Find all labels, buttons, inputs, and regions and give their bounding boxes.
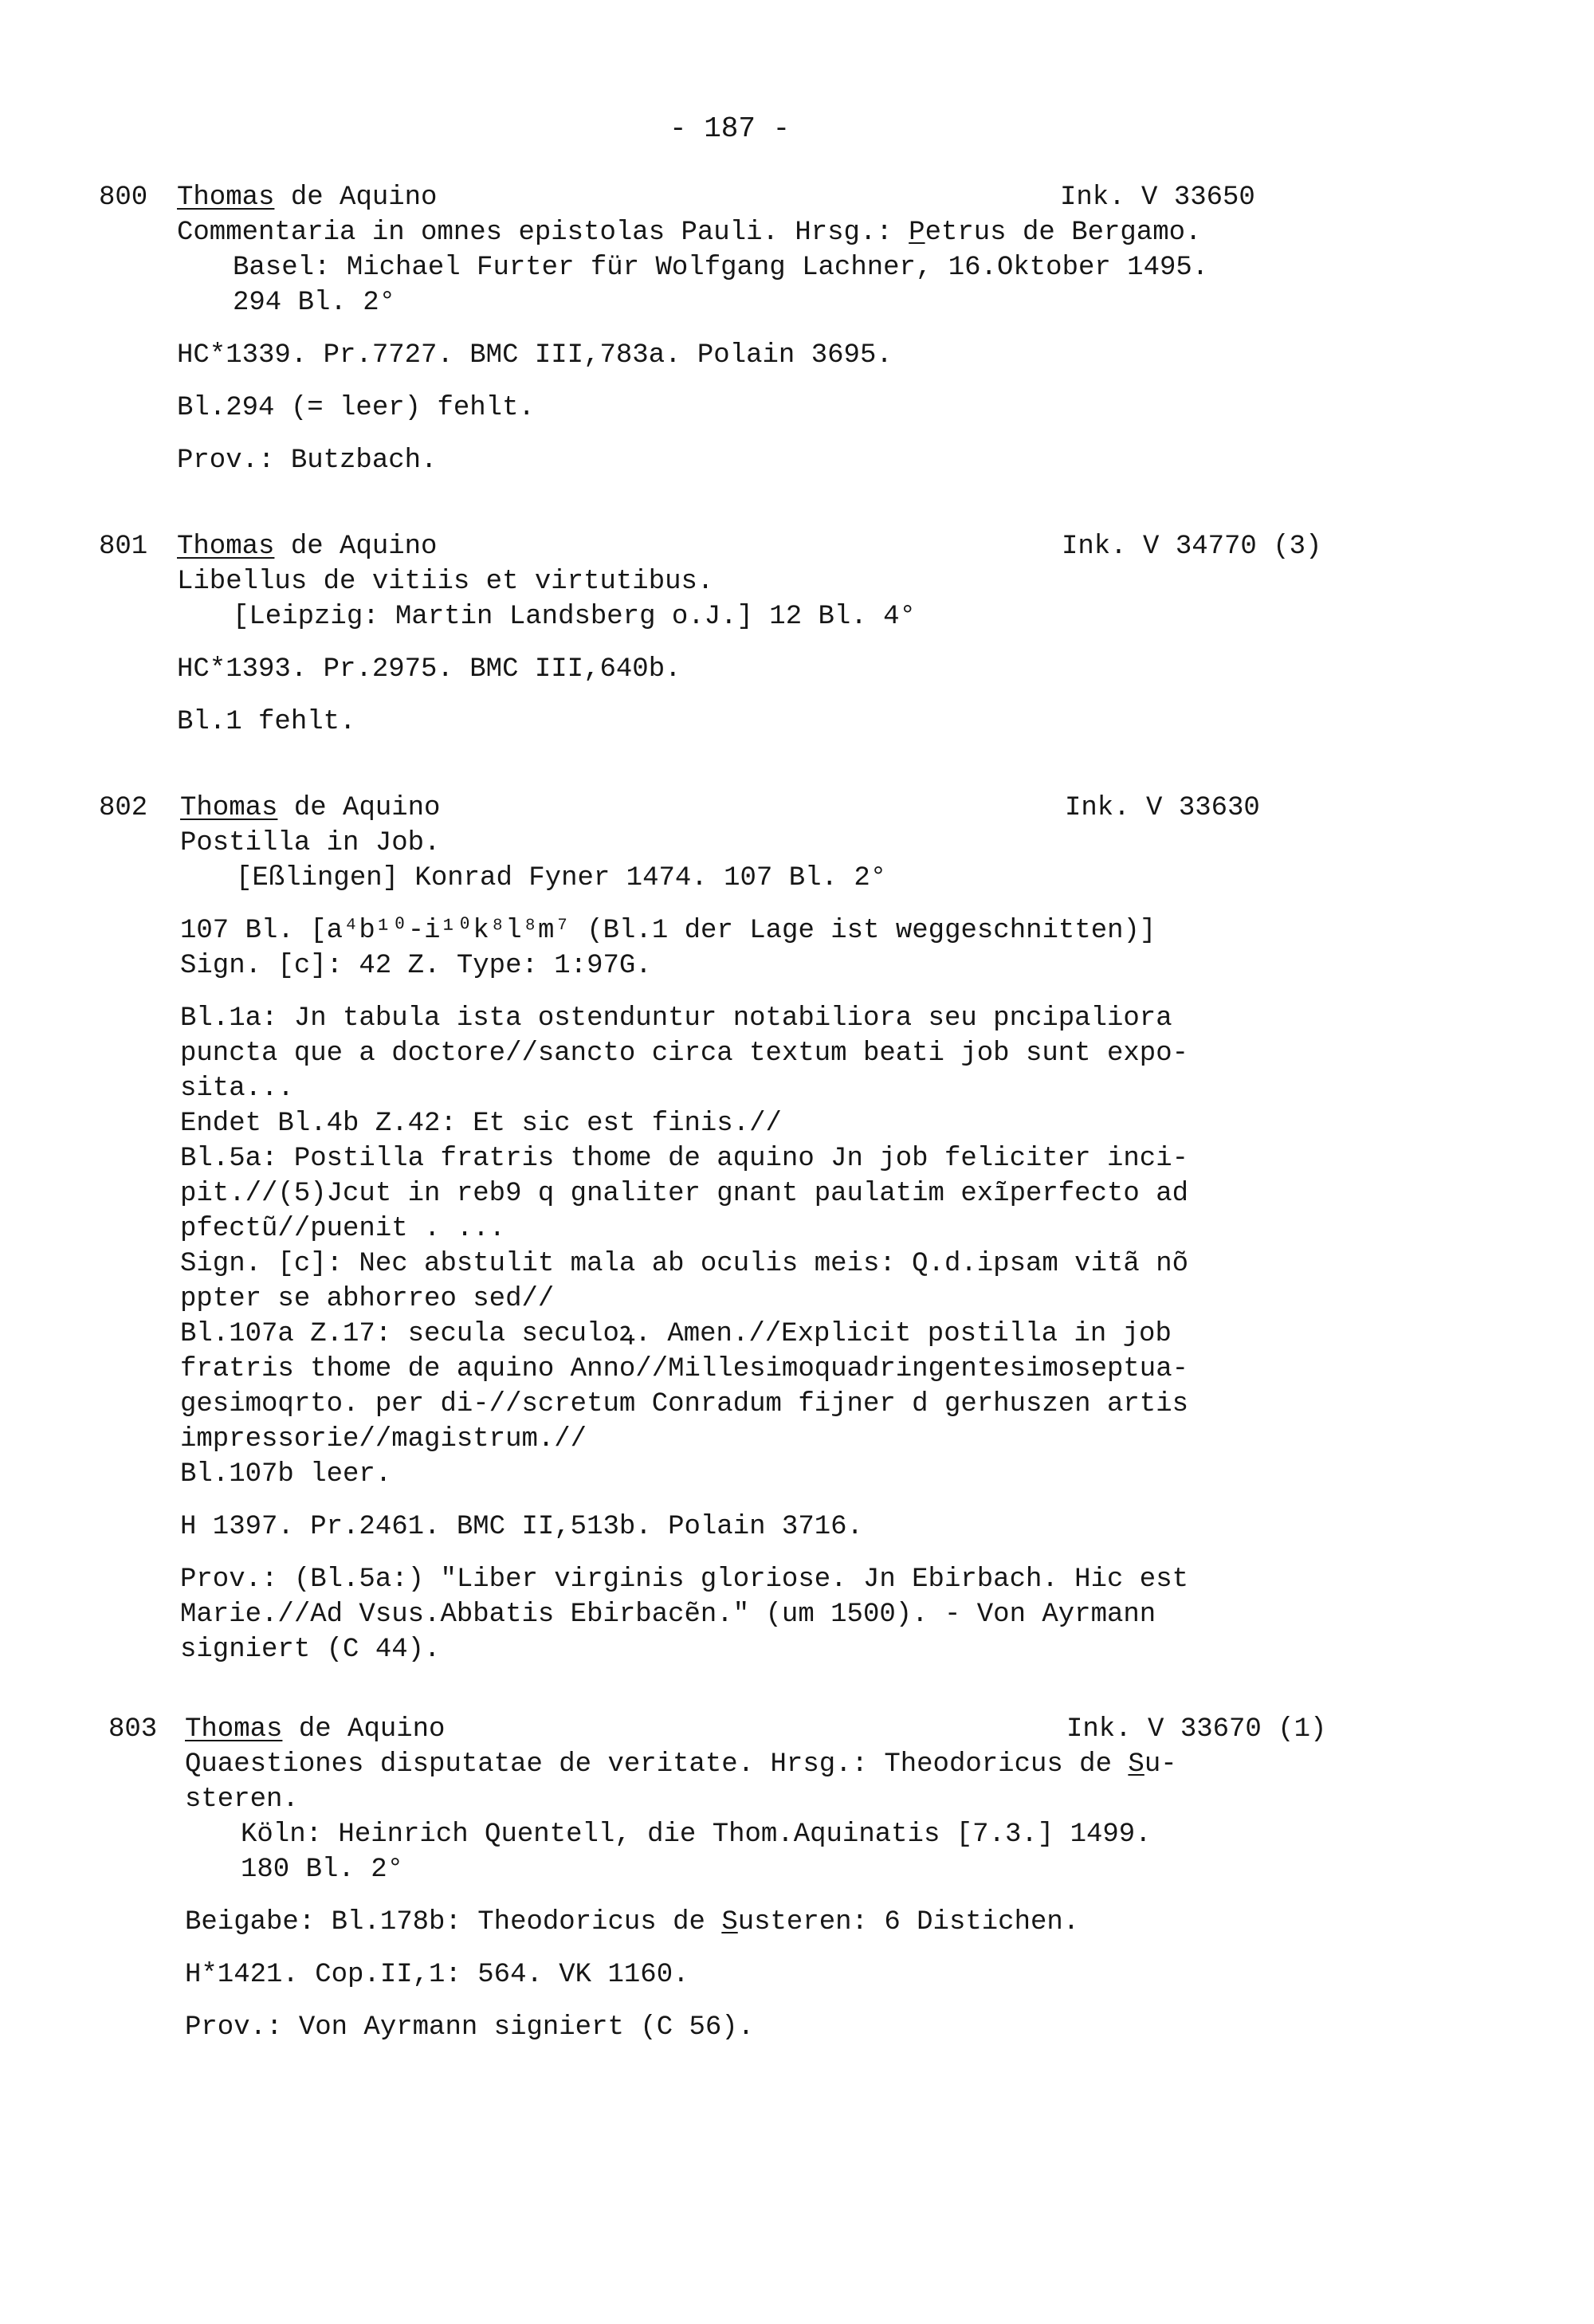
shelfmark: Ink. V 33670 (1) (1066, 1714, 1327, 1745)
signature-text-line: ppter se abhorreo sed// (180, 1284, 555, 1314)
author-line (177, 529, 1388, 564)
colophon-line: fratris thome de aquino Anno//Millesimoquadringentesimoseptua- (180, 1354, 1189, 1384)
author-line (180, 791, 1392, 826)
explicit-line: Endet Bl.4b Z.42: Et sic est finis.// (180, 1109, 782, 1139)
entry-body (177, 529, 1388, 740)
reference-line: H*1421. Cop.II,1: 564. VK 1160. (185, 1960, 689, 1990)
incipit-line: Bl.5a: Postilla fratris thome de aquino Jn job feliciter inci- (180, 1144, 1189, 1174)
colophon-line: Bl.107a Z.17: secula seculoꝝ. Amen.//Explicit postilla in job (180, 1319, 1172, 1349)
collation-line: 294 Bl. 2° (233, 288, 396, 318)
signature-line: Sign. [c]: 42 Z. Type: 1:97G. (180, 951, 652, 981)
provenance-line: Prov.: Butzbach. (177, 446, 438, 476)
provenance-line: Marie.//Ad Vsus.Abbatis Ebirbacẽn." (um 1500). - Von Ayrmann (180, 1600, 1156, 1630)
entry-number: 802 (99, 793, 148, 823)
entry-body (177, 180, 1388, 478)
imprint-line: Basel: Michael Furter für Wolfgang Lachner, 16.Oktober 1495. (233, 253, 1209, 283)
author-name: Thomas (180, 793, 278, 823)
title-line: steren. (185, 1784, 299, 1815)
reference-line: H 1397. Pr.2461. BMC II,513b. Polain 3716. (180, 1512, 863, 1542)
shelfmark: Ink. V 33630 (1065, 793, 1260, 823)
supplement-line: Beigabe: Bl.178b: Theodoricus de Susteren: 6 Distichen. (185, 1907, 1080, 1937)
title-line: Commentaria in omnes epistolas Pauli. Hrsg.: Petrus de Bergamo. (177, 218, 1202, 248)
collation-line: 107 Bl. [a⁴b¹⁰-i¹⁰k⁸l⁸m⁷ (Bl.1 der Lage ist weggeschnitten)] (180, 916, 1156, 946)
author-rest: de Aquino (293, 793, 441, 823)
entry-number: 800 (99, 183, 148, 213)
entry-number: 803 (108, 1714, 158, 1745)
provenance-line: Prov.: (Bl.5a:) "Liber virginis gloriose. Jn Ebirbach. Hic est (180, 1564, 1189, 1595)
author-name: Thomas (177, 532, 275, 562)
shelfmark: Ink. V 33650 (1060, 183, 1255, 213)
imprint-line: [Eßlingen] Konrad Fyner 1474. 107 Bl. 2° (236, 863, 887, 893)
author-line (177, 180, 1388, 215)
author-rest: de Aquino (290, 183, 438, 213)
incipit-line: pfectũ//puenit . ... (180, 1214, 506, 1244)
incipit-line: pit.//(5)Jcut in reb9 q gnaliter gnant paulatim exĩperfecto ad (180, 1179, 1189, 1209)
author-rest: de Aquino (290, 532, 438, 562)
colophon-line: impressorie//magistrum.// (180, 1424, 587, 1454)
note-line: Bl.1 fehlt. (177, 707, 356, 737)
colophon-line: gesimoqrto. per di-//scretum Conradum fijner d gerhuszen artis (180, 1389, 1189, 1419)
imprint-line: Köln: Heinrich Quentell, die Thom.Aquinatis [7.3.] 1499. (241, 1820, 1152, 1850)
provenance-line: Prov.: Von Ayrmann signiert (C 56). (185, 2012, 755, 2043)
note-line: Bl.294 (= leer) fehlt. (177, 393, 535, 423)
author-name: Thomas (177, 183, 275, 213)
title-line: Libellus de vitiis et virtutibus. (177, 567, 714, 597)
author-line (185, 1712, 1396, 1747)
title-line: Postilla in Job. (180, 828, 441, 858)
signature-text-line: Sign. [c]: Nec abstulit mala ab oculis meis: Q.d.ipsam vitã nõ (180, 1249, 1189, 1279)
page-number: - 187 - (669, 112, 791, 145)
entry-body (185, 1712, 1396, 2045)
collation-line: 180 Bl. 2° (241, 1855, 404, 1885)
entry-body (180, 791, 1392, 1667)
shelfmark: Ink. V 34770 (3) (1062, 532, 1322, 562)
reference-line: HC*1339. Pr.7727. BMC III,783a. Polain 3695. (177, 340, 893, 371)
incipit-line: sita... (180, 1074, 294, 1104)
title-line: Quaestiones disputatae de veritate. Hrsg.: Theodoricus de Su- (185, 1749, 1177, 1780)
incipit-line: puncta que a doctore//sancto circa textum beati job sunt expo- (180, 1038, 1189, 1069)
reference-line: HC*1393. Pr.2975. BMC III,640b. (177, 654, 681, 685)
incipit-line: Bl.1a: Jn tabula ista ostenduntur notabiliora seu pncipaliora (180, 1003, 1172, 1034)
author-rest: de Aquino (298, 1714, 446, 1745)
imprint-line: [Leipzig: Martin Landsberg o.J.] 12 Bl. 4° (233, 602, 916, 632)
author-name: Thomas (185, 1714, 283, 1745)
provenance-line: signiert (C 44). (180, 1635, 441, 1665)
note-line: Bl.107b leer. (180, 1459, 392, 1490)
entry-number: 801 (99, 532, 148, 562)
